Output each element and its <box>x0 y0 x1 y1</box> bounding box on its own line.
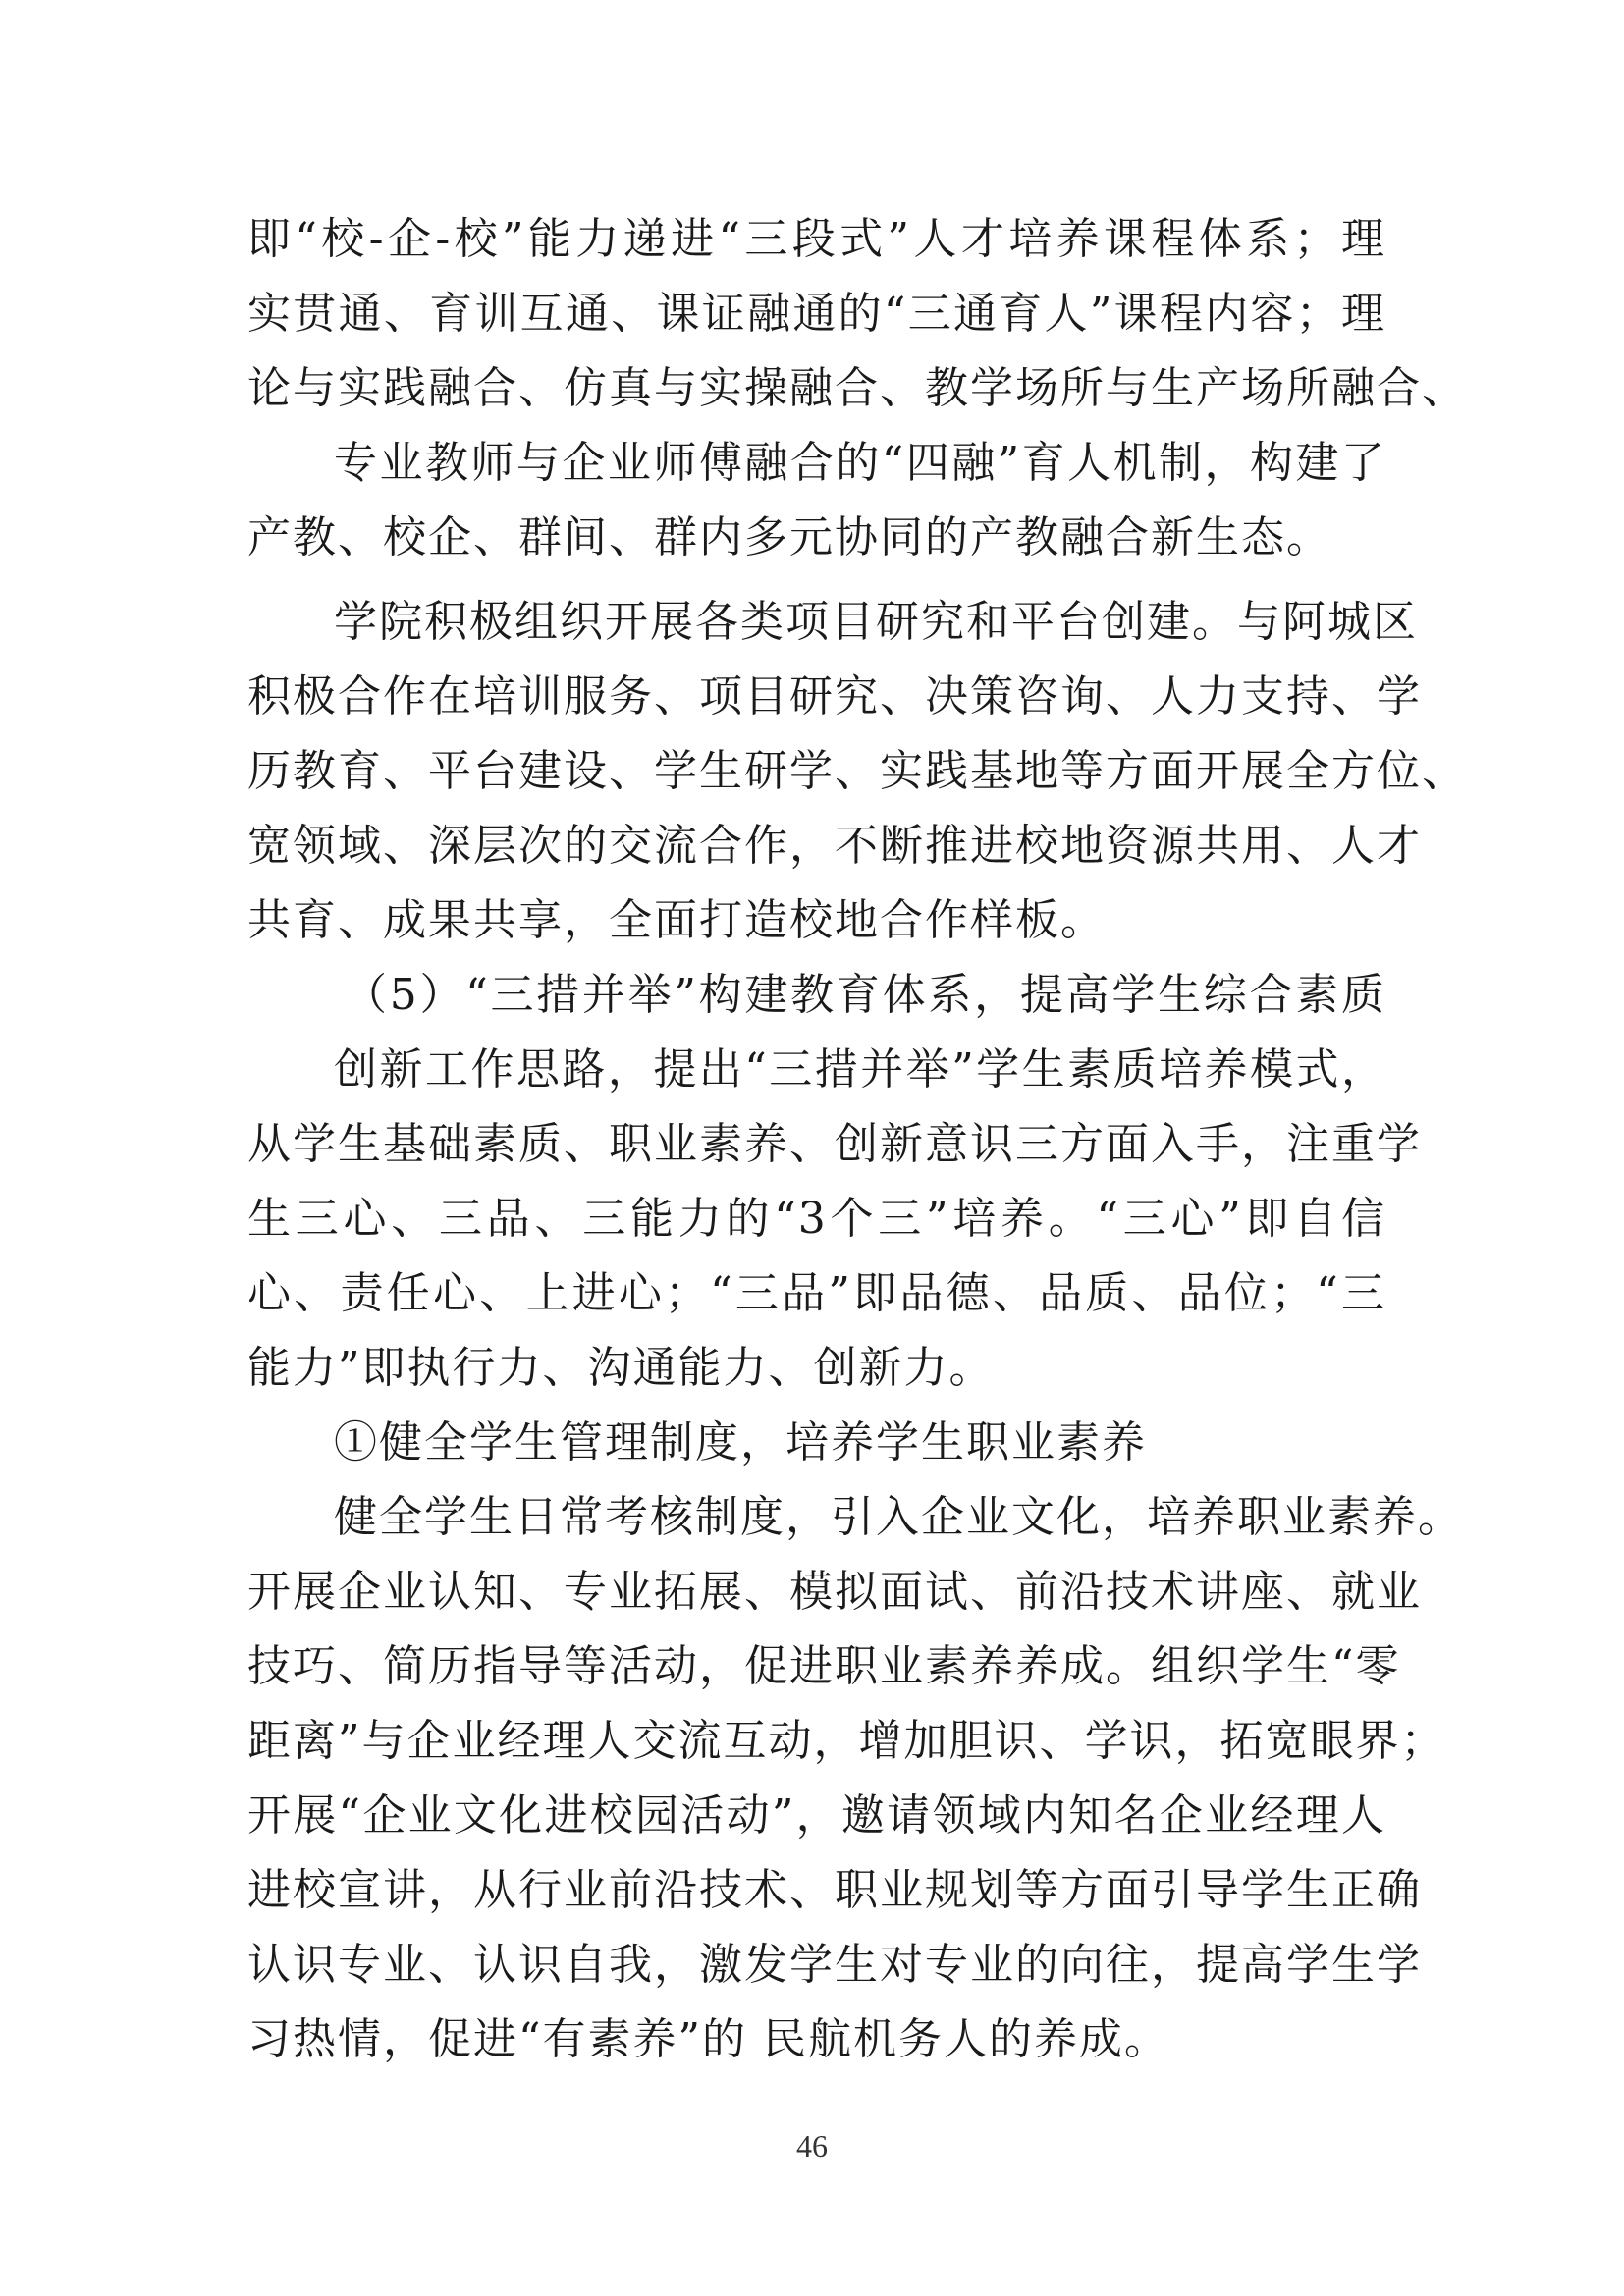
body-line: 能力”即执行力、沟通能力、创新力。 <box>247 1343 995 1393</box>
body-line: 从学生基础素质、职业素养、创新意识三方面入手，注重学 <box>247 1119 1422 1169</box>
body-line: 论与实践融合、仿真与实操融合、教学场所与生产场所融合、 <box>247 363 1467 413</box>
subsection-heading: ①健全学生管理制度，培养学生职业素养 <box>334 1417 1147 1468</box>
body-line: 产教、校企、群间、群内多元协同的产教融合新生态。 <box>247 512 1331 562</box>
body-line: 认识专业、认识自我，激发学生对专业的向往，提高学生学 <box>247 1940 1422 1990</box>
section-heading: （5）“三措并举”构建教育体系，提高学生综合素质 <box>344 970 1386 1020</box>
page-number: 46 <box>796 2128 828 2163</box>
body-line: 即“校-企-校”能力递进“三段式”人才培养课程体系；理 <box>247 214 1386 264</box>
body-line: 开展“企业文化进校园活动”，邀请领域内知名企业经理人 <box>247 1790 1386 1841</box>
body-line: 技巧、简历指导等活动，促进职业素养养成。组织学生“零 <box>247 1641 1401 1691</box>
body-line: 距离”与企业经理人交流互动，增加胆识、学识，拓宽眼界； <box>247 1716 1446 1766</box>
body-line: 宽领域、深层次的交流合作，不断推进校地资源共用、人才 <box>247 821 1422 871</box>
body-line: 习热情，促进“有素养”的 民航机务人的养成。 <box>247 2014 1169 2064</box>
body-line: 心、责任心、上进心；“三品”即品德、品质、品位；“三 <box>247 1268 1386 1318</box>
body-line: 创新工作思路，提出“三措并举”学生素质培养模式， <box>334 1044 1386 1095</box>
body-line: 生三心、三品、三能力的“3个三”培养。“三心”即自信 <box>247 1194 1386 1244</box>
body-line: 学院积极组织开展各类项目研究和平台创建。与阿城区 <box>334 597 1418 647</box>
body-line: 共育、成果共享，全面打造校地合作样板。 <box>247 895 1106 945</box>
body-line: 积极合作在培训服务、项目研究、决策咨询、人力支持、学 <box>247 671 1422 721</box>
body-line: 实贯通、育训互通、课证融通的“三通育人”课程内容；理 <box>247 289 1386 339</box>
body-line: 进校宣讲，从行业前沿技术、职业规划等方面引导学生正确 <box>247 1865 1422 1915</box>
body-line: 历教育、平台建设、学生研学、实践基地等方面开展全方位、 <box>247 746 1467 796</box>
body-line: 健全学生日常考核制度，引入企业文化，培养职业素养。 <box>334 1492 1463 1542</box>
body-line: 开展企业认知、专业拓展、模拟面试、前沿技术讲座、就业 <box>247 1567 1422 1617</box>
body-line: 专业教师与企业师傅融合的“四融”育人机制，构建了 <box>334 438 1386 488</box>
